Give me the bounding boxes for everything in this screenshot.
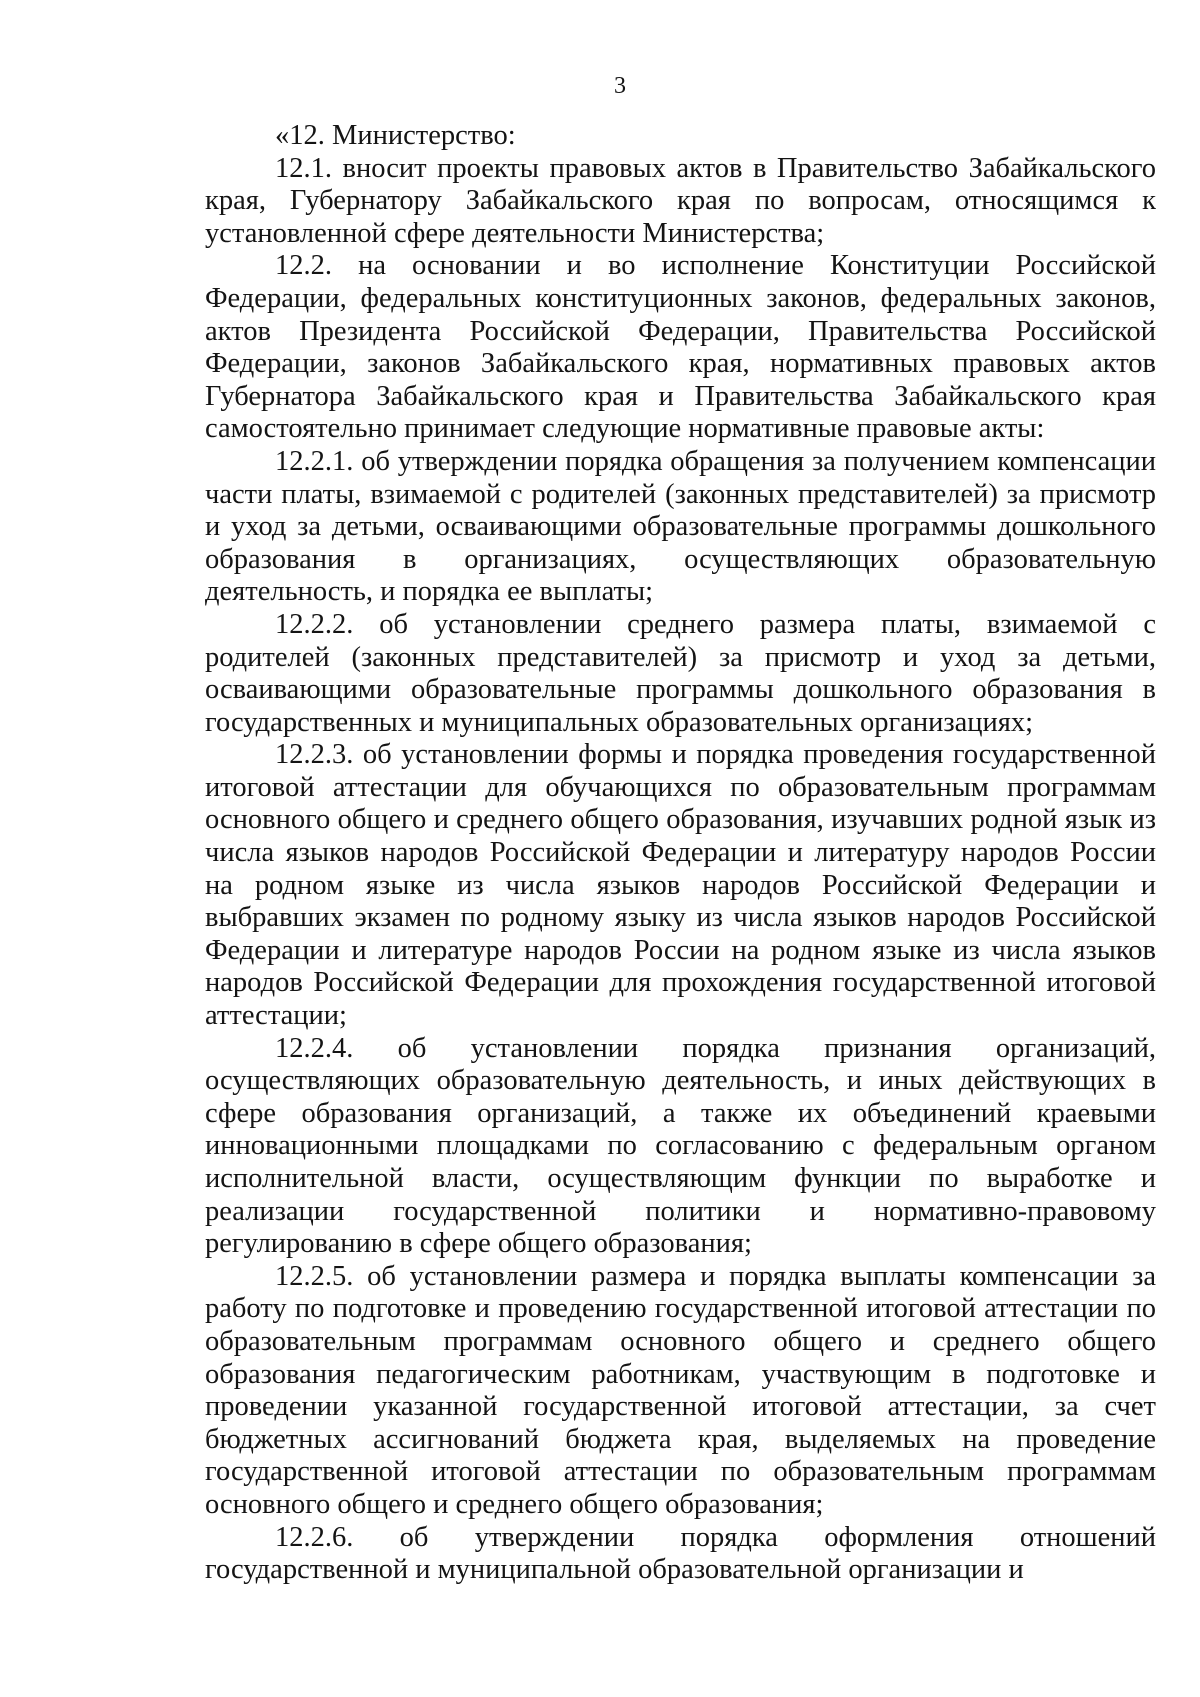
paragraph-12-2: 12.2. на основании и во исполнение Конституции Российской Федерации, федеральных конституционных законов, федеральных законов, актов Президента Российской Федерации, Правительства Российской Федерации, законов Забайкальского края, нормативных правовых актов Губернатора Забайкальского края и Правительства Забайкальского края самостоятельно принимает следующие нормативные правовые акты:: [205, 250, 1156, 445]
paragraph-12-1: 12.1. вносит проекты правовых актов в Правительство Забайкальского края, Губернатору Забайкальского края по вопросам, относящимся к установленной сфере деятельности Министерства;: [205, 152, 1156, 249]
paragraph-12-2-3: 12.2.3. об установлении формы и порядка проведения государственной итоговой аттестации для обучающихся по образовательным программам основного общего и среднего общего образования, изучавших родной язык из числа языков народов Российской Федерации и литературу народов России на родном языке из числа языков народов Российской Федерации и выбравших экзамен по родному языку из числа языков народов Российской Федерации и литературе народов России на родном языке из числа языков народов Российской Федерации для прохождения государственной итоговой аттестации;: [205, 739, 1156, 1032]
paragraph-12-2-1: 12.2.1. об утверждении порядка обращения за получением компенсации части платы, взимаемой с родителей (законных представителей) за присмотр и уход за детьми, осваивающими образовательные программы дошкольного образования в организациях, осуществляющих образовательную деятельность, и порядка ее выплаты;: [205, 445, 1156, 608]
paragraph-12-2-6: 12.2.6. об утверждении порядка оформления отношений государственной и муниципальной образовательной организации и: [205, 1521, 1156, 1586]
paragraph-12: «12. Министерство:: [275, 120, 516, 151]
paragraph-12-2-4: 12.2.4. об установлении порядка признания организаций, осуществляющих образовательную деятельность, и иных действующих в сфере образования организаций, а также их объединений краевыми инновационными площадками по согласованию с федеральным органом исполнительной власти, осуществляющим функции по выработке и реализации государственной политики и нормативно-правовому регулированию в сфере общего образования;: [205, 1032, 1156, 1260]
paragraph-12-2-5: 12.2.5. об установлении размера и порядка выплаты компенсации за работу по подготовке и проведению государственной итоговой аттестации по образовательным программам основного общего и среднего общего образования педагогическим работникам, участвующим в подготовке и проведении указанной государственной итоговой аттестации, за счет бюджетных ассигнований бюджета края, выделяемых на проведение государственной итоговой аттестации по образовательным программам основного общего и среднего общего образования;: [205, 1260, 1156, 1520]
page-number: 3: [614, 73, 626, 99]
document-body: [205, 120, 1156, 1587]
paragraph-12-2-2: 12.2.2. об установлении среднего размера платы, взимаемой с родителей (законных представителей) за присмотр и уход за детьми, осваивающими образовательные программы дошкольного образования в государственных и муниципальных образовательных организациях;: [205, 608, 1156, 738]
